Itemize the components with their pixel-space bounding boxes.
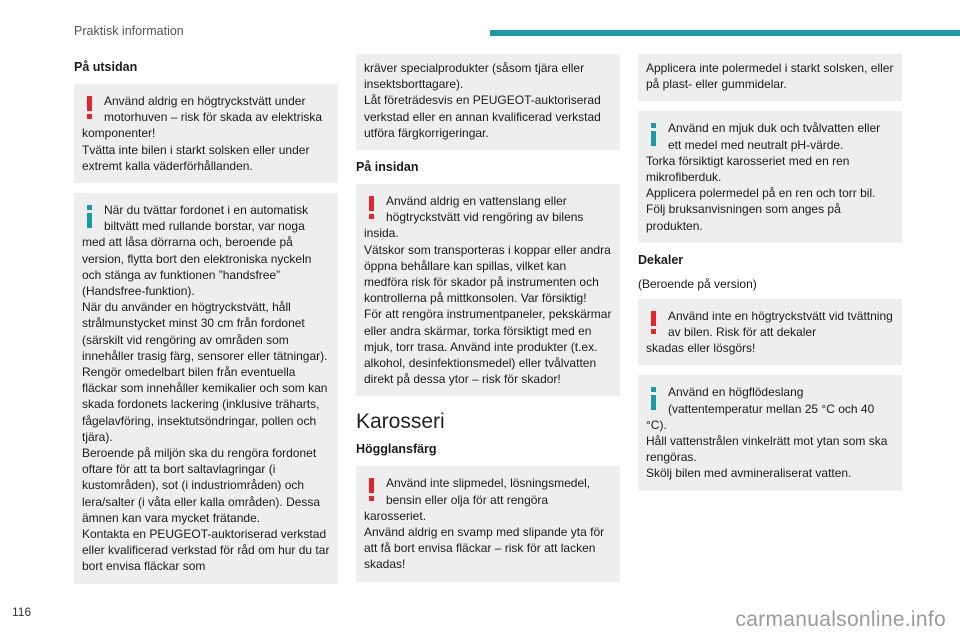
continued-text: kräver specialprodukter (såsom tjära eller insektsborttagare). Låt företrädesvis en PEUGEOT-auktoriserad verkstad eller en annan kvalificerad verkstad utföra färgkorrigeringar.: [364, 61, 601, 140]
warning-box-inside: [356, 184, 620, 396]
info-text-lead: Använd en högflödeslang (vattentemperatur mellan 25 °C och 40: [668, 385, 875, 416]
info-text-lead: När du tvättar fordonet i en automatisk biltvätt med rullande borstar, var noga: [104, 203, 309, 234]
running-header: Praktisk information: [74, 24, 184, 38]
warning-icon: [366, 478, 376, 500]
continued-text: Applicera inte polermedel i starkt solsken, eller på plast- eller gummidelar.: [646, 61, 894, 92]
column-left: [74, 54, 338, 594]
info-box-cloth: [638, 111, 902, 242]
warning-icon: [84, 96, 94, 118]
warning-icon: [648, 311, 658, 333]
warning-text-lead: Använd inte en högtryckstvätt vid tvättning av bilen. Risk för att dekaler: [668, 308, 893, 340]
info-icon: [648, 123, 658, 145]
info-text-lead: Använd en mjuk duk och tvålvatten eller ett medel med neutralt pH-värde.: [668, 121, 881, 152]
warning-box-decals: [638, 299, 902, 366]
column-right: [638, 54, 902, 501]
warning-box-continued: [638, 54, 902, 101]
watermark: carmanualsonline.info: [735, 608, 946, 631]
section-heading-gloss: Högglansfärg: [356, 442, 437, 457]
info-box-continued: [356, 54, 620, 150]
warning-icon: [366, 196, 376, 218]
column-middle: [356, 54, 620, 592]
info-box-car-wash: [74, 193, 338, 584]
info-text-body: °C). Håll vattenstrålen vinkelrätt mot ytan som ska rengöras. Skölj bilen med avmineraliserat vatten.: [646, 417, 888, 481]
section-heading-outside: På utsidan: [74, 60, 138, 74]
section-heading-inside: På insidan: [356, 160, 419, 175]
warning-text-lead: Använd aldrig en vattenslang eller högtryckstvätt vid rengöring av bilens: [386, 194, 584, 225]
decals-version-note: (Beroende på version): [638, 276, 757, 291]
section-title-karosseri: Karosseri: [356, 410, 445, 434]
warning-text-body: skadas eller lösgörs!: [646, 341, 756, 356]
header-accent-bar: [490, 30, 960, 36]
info-box-decals: [638, 375, 902, 490]
info-text-body: Torka försiktigt karosseriet med en ren mikrofiberduk. Applicera polermedel på en ren och torr bil. Följ bruksanvisningen som anges på produkten.: [646, 153, 876, 233]
warning-text-lead: Använd inte slipmedel, lösningsmedel, bensin eller olja för att rengöra: [386, 476, 591, 507]
page-number: 116: [12, 605, 32, 619]
warning-text-body: insida. Vätskor som transporteras i koppar eller andra öppna behållare kan spillas, vilket kan medföra risk för skador på instrumenten och kontrollerna på mittkonsolen. Var försiktig! För att rengöra instrumentpaneler, pekskärmar eller andra skärmar, torka försiktigt med en mjuk, torr trasa. Använd inte produkter (t.ex. alkohol, desinfektionsmedel) eller tvålvatten direkt på dessa ytor – risk för skador!: [364, 226, 612, 387]
info-text-body: med att låsa dörrarna och, beroende på version, flytta bort den elektroniska nyckeln och stänga av funktionen ”handsfree” (Handsfree-funktion). När du använder en högtryckstvätt, håll strålmunstycket minst 30 cm från fordonet (särskilt vid rengöring av områden som innehåller trasig färg, sensorer eller tätningar). Rengör omedelbart bilen från eventuella fläckar som innehåller kemikalier och som kan skada fordonets lackering (inklusive träharts, fågelavföring, insektutsöndringar, pollen och tjära). Beroende på miljön ska du rengöra fordonet oftare för att ta bort saltavlagringar (i kustområden), sot (i industriområden) och lera/salter (i våta eller kalla områden). Dessa ämnen kan vara mycket frätande. Kontakta en PEUGEOT-auktoriserad verkstad eller kvalificerad verkstad för råd om hur du tar bort envisa fläckar som: [82, 235, 330, 574]
info-icon: [648, 387, 658, 409]
warning-text-body: komponenter! Tvätta inte bilen i starkt solsken eller under extremt kalla väderförhållanden.: [82, 126, 310, 173]
info-icon: [84, 205, 94, 227]
section-heading-decals: Dekaler: [638, 252, 684, 267]
warning-box-gloss: [356, 466, 620, 581]
warning-box-outside: [74, 84, 338, 183]
warning-text-lead: Använd aldrig en högtryckstvätt under motorhuven – risk för skada av elektriska: [104, 94, 323, 125]
warning-text-body: karosseriet. Använd aldrig en svamp med slipande yta för att få bort envisa fläckar – risk för att lacken skadas!: [364, 508, 605, 572]
